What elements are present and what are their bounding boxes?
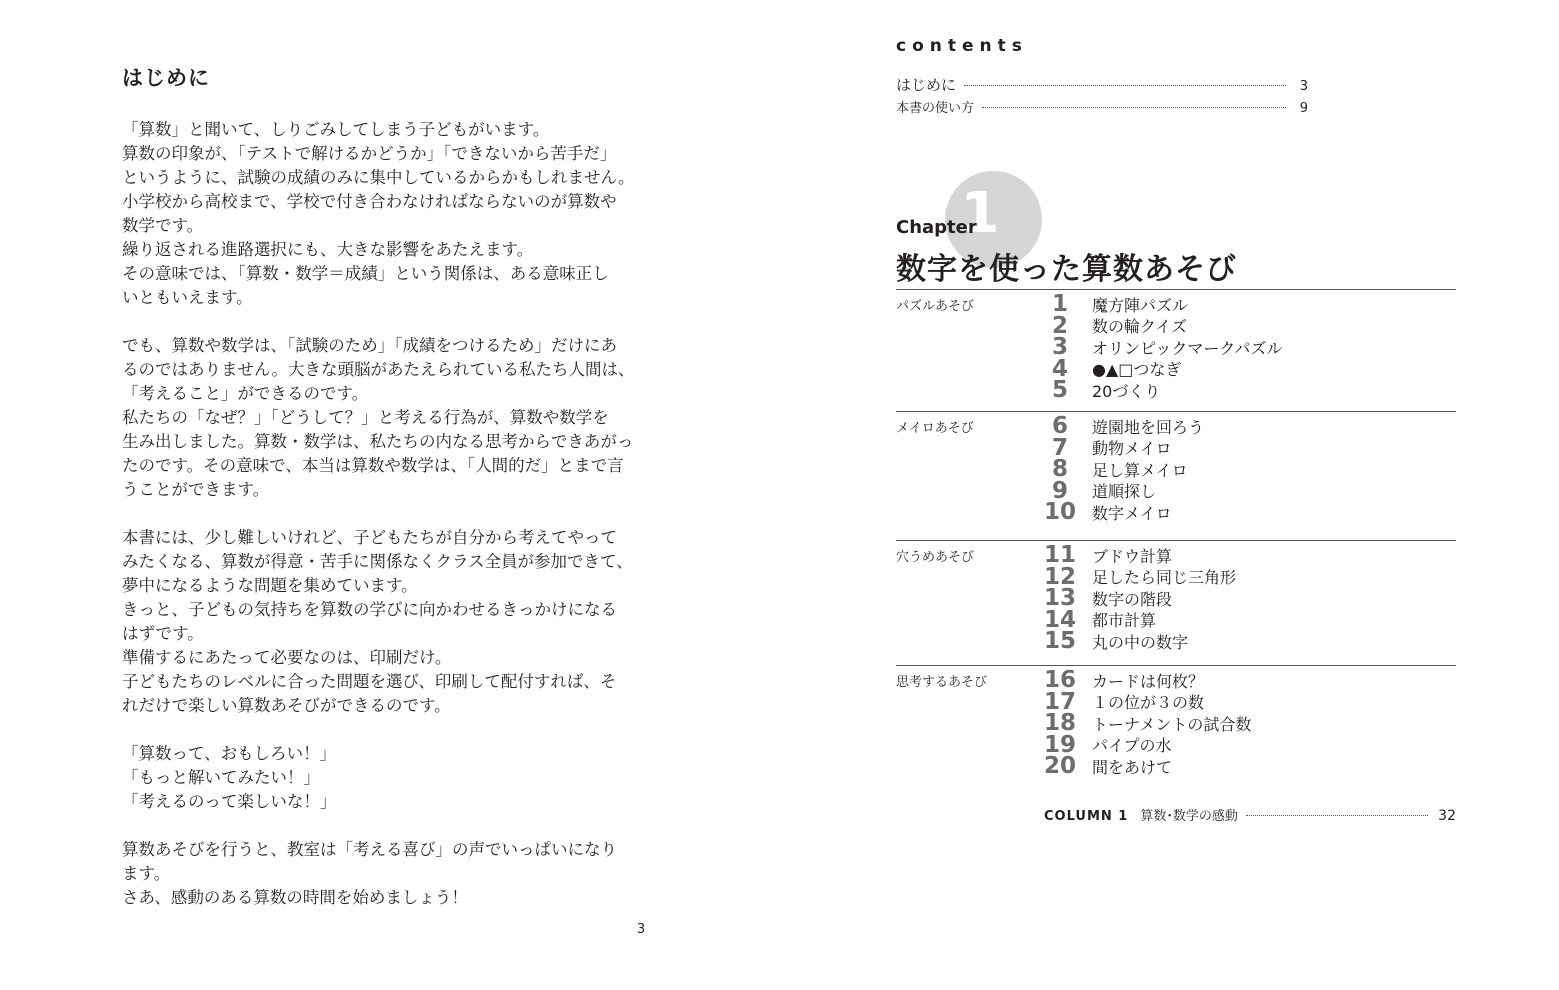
toc-entry-title: 遊園地を回ろう [1092,417,1205,437]
paragraph-gap [122,310,652,334]
intro-paragraph [122,526,652,718]
toc-entry[interactable] [1042,669,1204,691]
text-line: 算数の印象が、「テストで解けるかどうか」「できないから苦手だ」 [122,144,617,163]
text-line: 「算数って、おもしろい！」 [122,744,337,763]
toc-entry-title: 本書の使い方 [896,101,975,116]
text-line: うことができます。 [122,480,270,499]
text-line: 私たちの「なぜ？」「どうして？」と考える行為が、算数や数学を [122,408,609,427]
toc-entry-page: 9 [1299,101,1308,116]
toc-entry-title: パイプの水 [1092,736,1172,756]
chapter-number: 1 [960,181,1000,246]
text-line: みたくなる、算数が得意・苦手に関係なくクラス全員が参加できて、 [122,552,633,571]
toc-entry-title: 数字の階段 [1092,589,1173,609]
toc-entry-number: 7 [1051,434,1068,461]
contents-heading: contents [896,36,1028,56]
toc-entry-title: 都市計算 [1092,611,1157,631]
text-line: 算数あそびを行うと、教室は「考える喜び」の声でいっぱいになり [122,840,617,859]
text-line: はずです。 [122,624,204,643]
toc-entry-title: 丸の中の数字 [1092,632,1189,652]
text-line: るのではありません。大きな頭脳があたえられている私たち人間は、 [122,360,635,379]
toc-entry-number: 19 [1043,731,1076,758]
toc-entry-front[interactable] [896,97,1308,120]
column-label: COLUMN 1 [1044,809,1129,824]
toc-entry[interactable] [1042,415,1204,437]
text-line: 準備するにあたって必要なのは、印刷だけ。 [122,648,452,667]
paragraph-gap [122,814,652,838]
section-divider [896,289,1456,290]
toc-entry-front[interactable] [896,74,1308,97]
toc-entry-title: ブドウ計算 [1092,546,1173,566]
toc-entry-number: 8 [1051,456,1068,483]
toc-entry[interactable] [1042,544,1172,566]
intro-paragraph [122,838,652,910]
leader-dots [964,85,1286,86]
toc-entry-title: 魔方陣パズル [1092,295,1189,315]
toc-entry-title: トーナメントの試合数 [1092,714,1252,734]
text-line: たのです。その意味で、本当は算数や数学は、「人間的だ」とまで言 [122,456,624,475]
text-line: 「もっと解いてみたい！」 [122,768,320,787]
toc-entry[interactable] [1042,456,1188,483]
toc-entry-title: オリンピックマークパズル [1092,338,1283,358]
toc-entry-number: 14 [1043,606,1076,633]
text-line: 夢中になるような問題を集めています。 [122,576,418,595]
text-line: 生み出しました。算数・数学は、私たちの内なる思考からできあがっ [122,432,634,451]
toc-entry-title: 間をあけて [1092,757,1173,777]
toc-entry-number: 1 [1051,291,1068,317]
toc-entry[interactable] [1042,710,1252,737]
toc-entry-number: 4 [1051,355,1068,382]
chapter-label: Chapter [896,217,977,238]
toc-entry-number: 2 [1051,312,1068,339]
toc-entry-title: 足し算メイロ [1092,460,1188,480]
toc-entry-title: カードは何枚？ [1092,671,1205,691]
toc-entry-number: 18 [1043,710,1076,737]
toc-entry-number: 15 [1043,628,1076,655]
toc-entry-title: ●▲□つなぎ [1092,360,1182,380]
paragraph-gap [122,718,652,742]
text-line: 繰り返される進路選択にも、大きな影響をあたえます。 [122,240,534,259]
text-line: 小学校から高校まで、学校で付き合わなければならないのが算数や [122,192,617,211]
toc-entry-title: 動物メイロ [1092,439,1172,459]
toc-entry[interactable] [1042,628,1189,655]
toc-entry-title: １の位が３の数 [1092,693,1205,713]
text-line: 「考えるのって楽しいな！」 [122,792,337,811]
text-line: というように、試験の成績のみに集中しているからかもしれません。 [122,168,635,187]
intro-body [122,118,652,910]
intro-paragraph [122,334,652,502]
text-line: 数学です。 [122,216,204,235]
intro-title: はじめに [122,66,210,90]
paragraph-gap [122,502,652,526]
chapter-title: 数字を使った算数あそび [896,252,1237,287]
column-entry[interactable] [1044,805,1456,824]
toc-entry-number: 11 [1043,542,1076,568]
intro-paragraph [122,742,652,814]
text-line: でも、算数や数学は、「試験のため」「成績をつけるため」だけにあ [122,336,617,355]
text-line: いともいえます。 [122,288,253,307]
section-divider [896,540,1456,541]
right-page [780,0,1559,990]
toc-entry-title: 足したら同じ三角形 [1092,568,1237,588]
toc-entry-number: 3 [1051,334,1068,361]
column-title: 算数･数学の感動 [1140,809,1238,824]
page-number: 3 [636,922,646,937]
toc-entry[interactable] [1042,753,1173,780]
front-matter-list [896,74,1308,120]
column-page: 32 [1438,808,1456,824]
text-line: さあ、感動のある算数の時間を始めましょう！ [122,888,468,907]
text-line: きっと、子どもの気持ちを算数の学びに向かわせるきっかけになる [122,600,617,619]
leader-dots [1246,815,1428,816]
leader-dots [982,107,1286,108]
toc-entry-title: 数字メイロ [1092,503,1172,523]
toc-entry-number: 13 [1043,585,1076,612]
toc-entry-number: 17 [1043,688,1076,715]
text-line: 「考えること」ができるのです。 [122,384,369,403]
toc-entry-number: 6 [1051,413,1068,439]
text-line: 子どもたちのレベルに合った問題を選び、印刷して配付すれば、そ [122,672,617,691]
toc-entry-title: 20づくり [1092,381,1161,401]
intro-paragraph [122,118,652,310]
toc-entry-title: 数の輪クイズ [1092,317,1188,337]
toc-entry[interactable] [1042,377,1161,404]
toc-entry-number: 20 [1043,753,1076,780]
toc-entry[interactable] [1042,334,1283,361]
toc-entry-title: はじめに [896,76,957,94]
text-line: 本書には、少し難しいけれど、子どもたちが自分から考えてやって [122,528,617,547]
toc-entry-number: 10 [1043,499,1076,526]
toc-entry-number: 9 [1051,477,1068,504]
section-divider [896,411,1456,412]
toc-group-label: 穴うめあそび [896,550,975,565]
toc-entry[interactable] [1042,293,1188,315]
text-line: ます。 [122,864,171,883]
toc-group-label: メイロあそび [896,421,974,436]
toc-group-label: 思考するあそび [896,675,988,690]
toc-entry-number: 16 [1043,667,1076,693]
section-divider [896,665,1456,666]
toc-group-label: パズルあそび [896,299,975,314]
text-line: れだけで楽しい算数あそびができるのです。 [122,696,451,715]
toc-entry-page: 3 [1299,79,1308,94]
toc-entry-number: 5 [1051,377,1068,404]
toc-entry-number: 12 [1043,563,1076,590]
toc-entry-title: 道順探し [1092,482,1157,502]
toc-entry[interactable] [1042,585,1173,612]
text-line: 「算数」と聞いて、しりごみしてしまう子どもがいます。 [122,120,550,139]
text-line: その意味では、「算数・数学＝成績」という関係は、ある意味正し [122,264,609,283]
toc-entry[interactable] [1042,499,1172,526]
